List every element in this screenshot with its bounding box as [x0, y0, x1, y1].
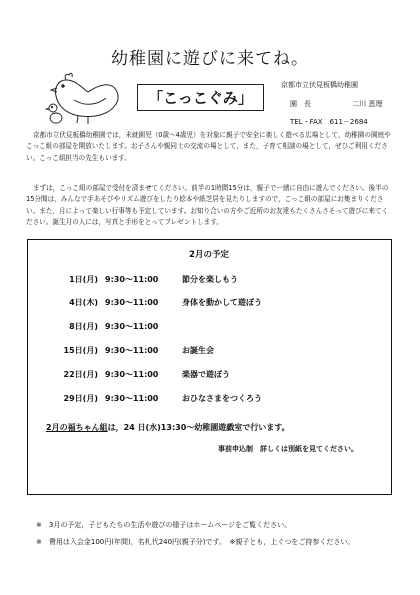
- row-time: 9:30～11:00: [105, 298, 159, 307]
- principal-role: 園 長: [290, 100, 311, 108]
- intro-paragraph-2: まずは，こっこ組の部屋で受付を済ませてください。前半の1時間15分は，親子で一緒に自由に遊んでください。後半の15分間は，みんなで手あそびやリズム遊びをしたり絵本や紙芝居を見たりしますので，こっこ組の部屋にお集まりください。また，月によって楽しい行事等も予定しています。お知り合いの方やご近所のお友達もたくさんさそって遊びに来てください。誕生月の人には，写真と手形をとってプレゼントします。: [26, 184, 389, 227]
- schedule-title: 2月の予定: [189, 250, 229, 260]
- row-date: 1日(月): [69, 275, 98, 284]
- row-event: お誕生会: [182, 346, 214, 355]
- row-date: 29日(月): [63, 394, 98, 403]
- hen-icon: [51, 73, 118, 124]
- row-event: おひなさまをつくろう: [182, 394, 262, 403]
- row-time: 9:30～11:00: [105, 275, 159, 284]
- intro-paragraph-1: 京都市立伏見板橋幼稚園では，未就園児（0歳～4歳児）を対象に親子で安全に楽しく遊べる広場として，幼稚園の園庭やこっこ組の部屋を開放いたします。お子さんや親同士の交流の場として，また，子育て相談の場として，ぜひご利用ください。こっこ組担当の先生もいます。: [26, 131, 391, 162]
- headline: 幼稚園に遊びに来てね。: [111, 49, 309, 69]
- chickens-illustration: [44, 70, 134, 128]
- row-date: 22日(月): [63, 370, 98, 379]
- row-date: 15日(月): [63, 346, 98, 355]
- baby-label: 2月の: [46, 423, 68, 432]
- contact-number: TEL・FAX 611－2684: [290, 118, 368, 126]
- row-time: 9:30～11:00: [105, 346, 159, 355]
- title-box: 「こっこぐみ」: [137, 84, 264, 111]
- row-event: 楽器で遊ぼう: [182, 370, 230, 379]
- footnote-2: ※ 費用は入会金100円(年間)，名札代240円(親子分)です。 ※親子とも，上ぐつをご持参ください。: [36, 538, 355, 546]
- row-date: 4日(木): [69, 298, 98, 307]
- baby-text: は，24 日(水)13:30～幼稚園遊戯室で行います。: [107, 423, 290, 432]
- schedule-box: [27, 239, 392, 495]
- row-time: 9:30～11:00: [105, 370, 159, 379]
- registration-note: 事前申込制 詳しくは別紙を見てください。: [218, 445, 358, 453]
- baby-group-line: [46, 422, 290, 433]
- row-time: 9:30～11:00: [105, 394, 159, 403]
- row-event: 身体を動かして遊ぼう: [182, 298, 262, 307]
- school-name: 京都市立伏見板橋幼稚園: [281, 81, 358, 89]
- footnote-1: ※ 3月の予定，子どもたちの生活や遊びの様子はホームページをご覧ください。: [36, 521, 292, 529]
- principal-name: 二川 恵理: [352, 100, 383, 108]
- row-time: 9:30～11:00: [105, 322, 159, 331]
- principal: [290, 99, 382, 109]
- row-date: 8日(月): [69, 322, 98, 331]
- row-event: 節分を楽しもう: [182, 275, 238, 284]
- baby-name: 福ちゃん組: [67, 423, 108, 432]
- chick-icon: [46, 104, 62, 123]
